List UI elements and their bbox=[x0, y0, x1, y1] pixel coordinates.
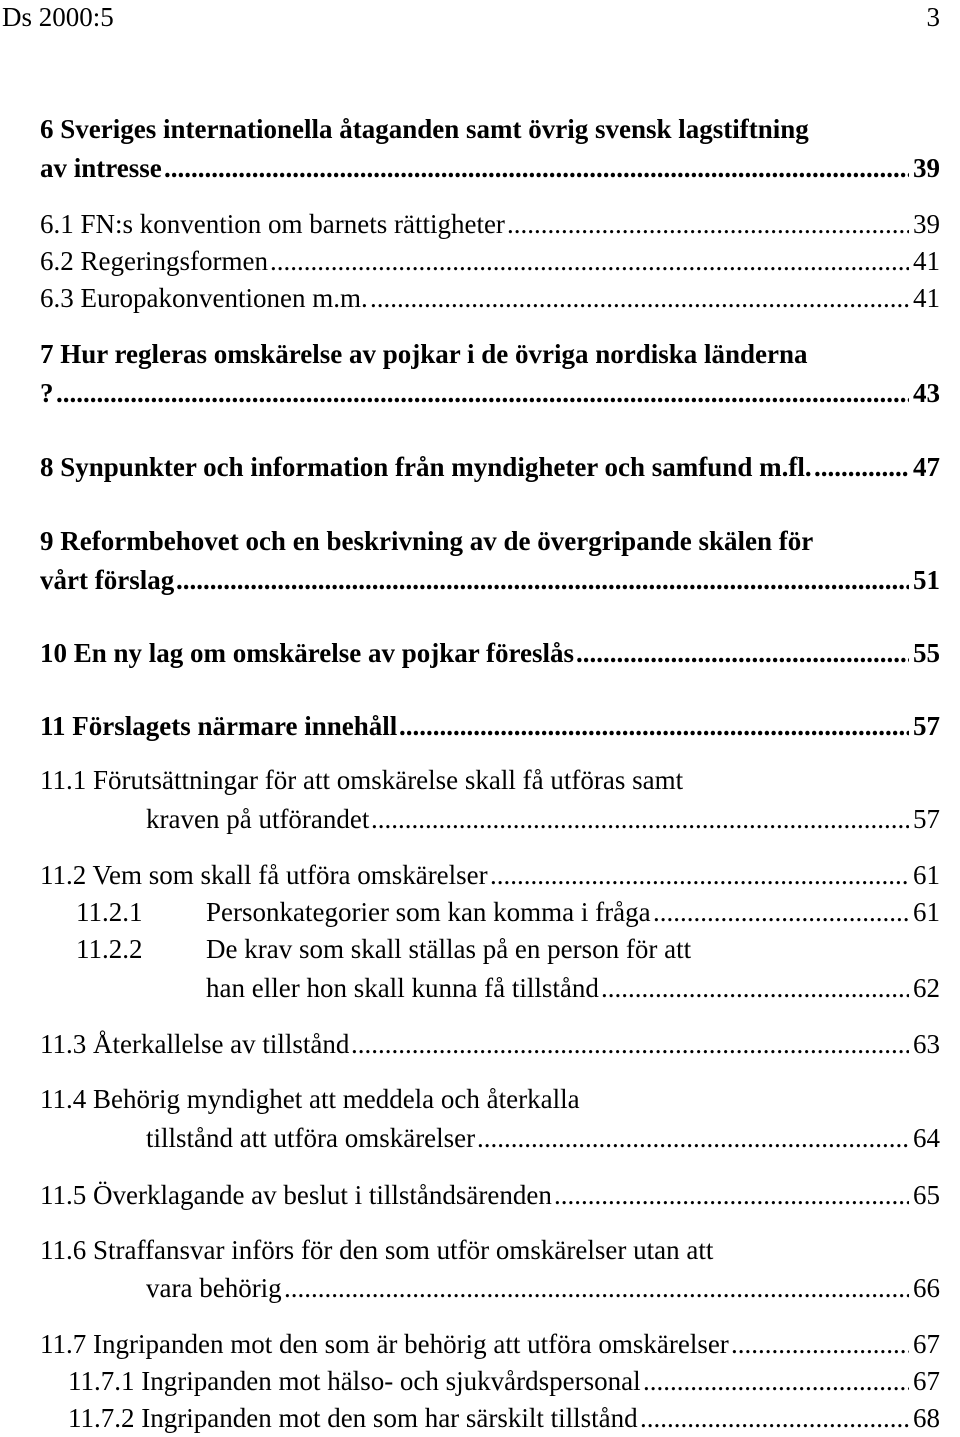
toc-entry bbox=[40, 281, 940, 315]
toc-entry bbox=[40, 524, 940, 558]
toc-entry bbox=[40, 151, 940, 185]
toc-entry-title: 6 Sveriges internationella åtaganden samt övrig svensk lagstiftning bbox=[40, 114, 809, 144]
toc-entry-page: 61 bbox=[909, 895, 940, 929]
toc-dot-leader bbox=[640, 1401, 909, 1435]
toc-dot-leader bbox=[270, 244, 909, 278]
toc-entry-title: 11.6 Straffansvar införs för den som utför omskärelser utan att bbox=[40, 1235, 714, 1265]
toc-entry-page: 67 bbox=[909, 1327, 940, 1361]
toc-entry-title: 11.7.1 Ingripanden mot hälso- och sjukvårdspersonal bbox=[68, 1366, 641, 1396]
toc-entry-page: 43 bbox=[909, 376, 940, 410]
toc-entry-page: 63 bbox=[909, 1027, 940, 1061]
toc-entry bbox=[40, 563, 940, 597]
toc-entry-title: vårt förslag bbox=[40, 565, 175, 595]
toc-entry bbox=[40, 802, 940, 836]
toc-entry bbox=[40, 932, 940, 966]
toc-entry-page: 67 bbox=[909, 1364, 940, 1398]
toc-entry-page: 41 bbox=[909, 244, 940, 278]
toc-entry-title: han eller hon skall kunna få tillstånd bbox=[206, 973, 599, 1003]
toc-entry bbox=[40, 1271, 940, 1305]
toc-entry-title: De krav som skall ställas på en person för att bbox=[206, 934, 692, 964]
toc-entry bbox=[40, 709, 940, 743]
toc-dot-leader bbox=[507, 207, 909, 241]
toc-entry-title: 11.2 Vem som skall få utföra omskärelser bbox=[40, 860, 488, 890]
toc-entry-title: 11.7.2 Ingripanden mot den som har särskilt tillstånd bbox=[68, 1403, 638, 1433]
toc-entry bbox=[40, 376, 940, 410]
toc-entry-page: 66 bbox=[909, 1271, 940, 1305]
toc-dot-leader bbox=[814, 450, 909, 484]
toc-dot-leader bbox=[490, 858, 909, 892]
toc-dot-leader bbox=[370, 281, 909, 315]
toc-entry-title: 11.3 Återkallelse av tillstånd bbox=[40, 1029, 350, 1059]
toc-entry bbox=[40, 207, 940, 241]
toc-dot-leader bbox=[176, 563, 909, 597]
toc-entry-title: vara behörig bbox=[146, 1273, 282, 1303]
toc-dot-leader bbox=[351, 1027, 909, 1061]
toc-entry bbox=[40, 112, 940, 146]
toc-entry bbox=[40, 244, 940, 278]
toc-entry bbox=[40, 858, 940, 892]
toc-entry-title: 6.2 Regeringsformen bbox=[40, 246, 268, 276]
toc-entry-page: 68 bbox=[909, 1401, 940, 1435]
toc-dot-leader bbox=[399, 709, 909, 743]
toc-entry bbox=[40, 1121, 940, 1155]
page-number: 3 bbox=[926, 2, 940, 32]
toc-entry bbox=[40, 895, 940, 929]
toc-entry bbox=[40, 1027, 940, 1061]
toc-entry-title: 11.5 Överklagande av beslut i tillståndsärenden bbox=[40, 1180, 552, 1210]
toc-entry-title: 11.4 Behörig myndighet att meddela och återkalla bbox=[40, 1084, 580, 1114]
toc-entry bbox=[40, 1364, 940, 1398]
toc-dot-leader bbox=[56, 376, 909, 410]
toc-entry bbox=[40, 337, 940, 371]
toc-entry-page: 57 bbox=[909, 709, 940, 743]
toc-entry bbox=[40, 971, 940, 1005]
toc-entry bbox=[40, 1401, 940, 1435]
toc-dot-leader bbox=[576, 636, 909, 670]
toc-dot-leader bbox=[601, 971, 909, 1005]
toc-entry-title: Personkategorier som kan komma i fråga bbox=[206, 897, 651, 927]
toc-entry-title: 11.2.1 bbox=[76, 897, 143, 927]
toc-entry-page: 64 bbox=[909, 1121, 940, 1155]
toc-entry-page: 47 bbox=[909, 450, 940, 484]
toc-entry-title: av intresse bbox=[40, 153, 162, 183]
toc-entry-page: 62 bbox=[909, 971, 940, 1005]
toc-entry-title: 8 Synpunkter och information från myndigheter och samfund m.fl. bbox=[40, 452, 812, 482]
toc-entry-title: 9 Reformbehovet och en beskrivning av de övergripande skälen för bbox=[40, 526, 814, 556]
toc-entry-title: ? bbox=[40, 378, 54, 408]
toc-entry-title: 7 Hur regleras omskärelse av pojkar i de övriga nordiska länderna bbox=[40, 339, 808, 369]
toc-dot-leader bbox=[164, 151, 909, 185]
toc-entry bbox=[40, 636, 940, 670]
toc-dot-leader bbox=[653, 895, 909, 929]
toc-dot-leader bbox=[643, 1364, 909, 1398]
toc-dot-leader bbox=[477, 1121, 909, 1155]
toc-entry bbox=[40, 1327, 940, 1361]
toc-entry-page: 57 bbox=[909, 802, 940, 836]
toc-entry bbox=[40, 1178, 940, 1212]
toc-entry-page: 65 bbox=[909, 1178, 940, 1212]
document-id: Ds 2000:5 bbox=[2, 2, 114, 32]
toc-entry-title: 11.2.2 bbox=[76, 934, 143, 964]
toc-entry-title: tillstånd att utföra omskärelser bbox=[146, 1123, 476, 1153]
toc-entry-page: 41 bbox=[909, 281, 940, 315]
toc-entry-title: 10 En ny lag om omskärelse av pojkar föreslås bbox=[40, 638, 575, 668]
toc-entry-page: 39 bbox=[909, 207, 940, 241]
toc-entry bbox=[40, 1233, 940, 1267]
page-header bbox=[0, 2, 960, 42]
toc-entry-title: 11 Förslagets närmare innehåll bbox=[40, 711, 398, 741]
toc-entry-title: 11.1 Förutsättningar för att omskärelse skall få utföras samt bbox=[40, 765, 684, 795]
toc-entry-title: 11.7 Ingripanden mot den som är behörig att utföra omskärelser bbox=[40, 1329, 729, 1359]
toc-entry bbox=[40, 450, 940, 484]
toc-dot-leader bbox=[284, 1271, 909, 1305]
toc-entry bbox=[40, 763, 940, 797]
toc-entry-title: 6.3 Europakonventionen m.m. bbox=[40, 283, 368, 313]
toc-dot-leader bbox=[371, 802, 909, 836]
toc-entry-page: 55 bbox=[909, 636, 940, 670]
toc-entry bbox=[40, 1082, 940, 1116]
toc-entry-page: 39 bbox=[909, 151, 940, 185]
toc-dot-leader bbox=[554, 1178, 909, 1212]
toc-dot-leader bbox=[731, 1327, 909, 1361]
toc-entry-page: 51 bbox=[909, 563, 940, 597]
toc-entry-page: 61 bbox=[909, 858, 940, 892]
toc-entry-title: 6.1 FN:s konvention om barnets rättigheter bbox=[40, 209, 505, 239]
toc-entry-title: kraven på utförandet bbox=[146, 804, 370, 834]
